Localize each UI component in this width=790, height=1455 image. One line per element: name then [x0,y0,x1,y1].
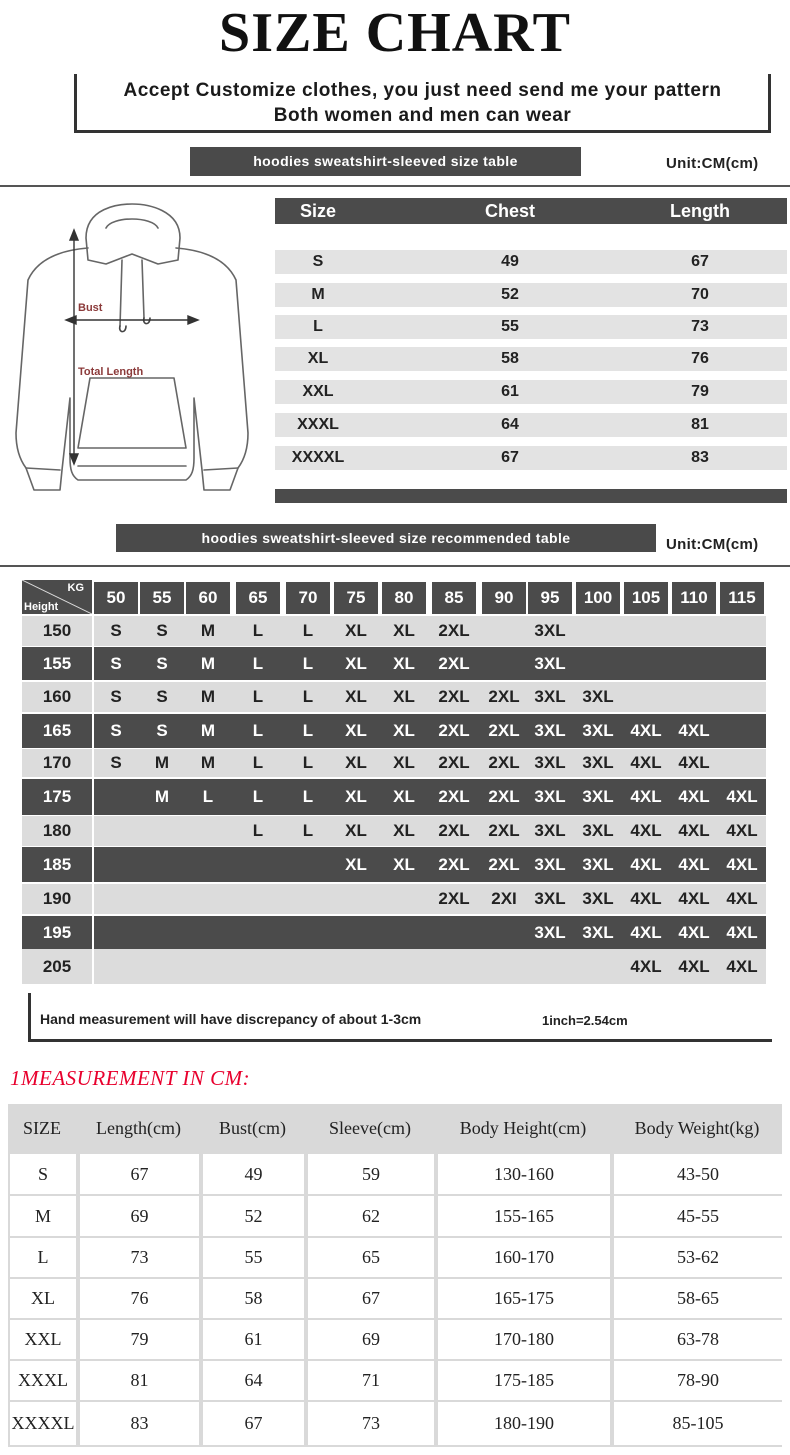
size-recommendation: 3XL [534,854,566,874]
bust-label: Bust [78,302,103,314]
measurement-cell: 85-105 [614,1402,782,1445]
measurement-cell: XXXL [10,1361,76,1400]
length-cell: 81 [691,416,709,433]
measurement-cell: 165-175 [438,1279,610,1318]
size-recommendation: S [156,653,168,673]
size-recommendation: 4XL [630,889,662,908]
height-cell: 185 [22,847,92,882]
size-recommendation: 3XL [534,922,566,942]
measurement-cell: 180-190 [438,1402,610,1445]
size-recommendation: XL [393,787,415,806]
chest-cell: 61 [501,383,519,400]
recommended-row [94,949,766,984]
size-recommendation: 4XL [678,721,710,740]
size-recommendation: 2XL [438,753,470,772]
size-recommendation: L [252,687,264,706]
chest-cell: 64 [501,416,519,433]
measurement-cell: 58-65 [614,1279,782,1318]
size-recommendation: 3XL [534,821,566,840]
measurement-cell: 52 [203,1196,304,1236]
measurement-cell: 53-62 [614,1238,782,1277]
measurement-header: Bust(cm) [219,1117,286,1138]
measurement-cell: 62 [308,1196,434,1236]
size-cell: XXL [302,383,334,400]
divider [0,565,790,567]
measurement-cell: 160-170 [438,1238,610,1277]
size-recommendation: 4XL [726,787,758,806]
measurement-cell: 69 [80,1196,199,1236]
weight-header: 55 [140,582,184,614]
measurement-header: SIZE [23,1117,61,1138]
measurement-cell: XXL [10,1320,76,1359]
measurement-cell: 64 [203,1361,304,1400]
measurement-cell: 67 [308,1279,434,1318]
size-cell: M [311,286,325,303]
hoodie-icon [8,198,256,503]
height-cell: 190 [22,884,92,914]
size-recommendation: 3XL [582,854,614,874]
measurement-cell: 69 [308,1320,434,1359]
recommended-unit-label: Unit:CM(cm) [666,536,759,553]
size-recommendation: M [154,753,170,772]
size-recommendation: 4XL [630,854,662,874]
discrepancy-note: Hand measurement will have discrepancy of about 1-3cm [40,1011,422,1027]
size-cell: XL [307,350,329,367]
size-recommendation: L [252,821,264,840]
measurement-cell: XL [10,1279,76,1318]
size-recommendation: 4XL [678,854,710,874]
measurement-cell: 73 [80,1238,199,1277]
measurement-cell: 79 [80,1320,199,1359]
size-recommendation: XL [393,821,415,840]
size-recommendation: L [302,621,314,640]
size-recommendation: XL [393,854,415,874]
measurement-cell: 67 [203,1402,304,1445]
table-corner [22,580,92,614]
size-recommendation: 3XL [534,687,566,706]
chest-cell: 55 [501,318,519,335]
measurement-cell: 43-50 [614,1154,782,1194]
size-recommendation: 2XI [491,889,517,908]
size-recommendation: L [252,753,264,772]
size-recommendation: 4XL [678,956,710,976]
size-recommendation: M [154,787,170,806]
size-recommendation: L [202,787,214,806]
size-cell: XXXL [297,416,339,433]
size-recommendation: L [302,653,314,673]
recommended-row [94,816,766,846]
size-recommendation: 4XL [630,721,662,740]
header-size: Size [299,200,337,221]
measurement-cell: 78-90 [614,1361,782,1400]
size-recommendation: XL [393,687,415,706]
measurement-cell: 155-165 [438,1196,610,1236]
weight-header: 65 [236,582,280,614]
size-recommendation: 2XL [438,889,470,908]
size-recommendation: 4XL [726,956,758,976]
size-recommendation: S [110,721,122,740]
size-cell: XXXXL [291,449,345,466]
measurement-cell: 58 [203,1279,304,1318]
size-recommendation: 3XL [534,889,566,908]
size-recommendation: L [302,821,314,840]
size-recommendation: 2XL [488,721,520,740]
size-recommendation: XL [345,721,367,740]
weight-header: 100 [576,582,620,614]
weight-header: 105 [624,582,668,614]
size-table-banner: hoodies sweatshirt-sleeved size table [190,147,581,176]
size-recommendation: XL [345,753,367,772]
size-recommendation: L [252,721,264,740]
header-length: Length [670,200,730,221]
size-recommendation: XL [345,821,367,840]
recommended-row [94,779,766,815]
size-row [275,315,787,339]
size-recommendation: L [252,787,264,806]
size-row [275,250,787,274]
total-length-label: Total Length [78,366,144,378]
size-recommendation: XL [345,687,367,706]
size-recommendation: 3XL [582,687,614,706]
size-recommendation: 3XL [582,889,614,908]
recommended-row [94,714,766,748]
size-recommendation: L [302,721,314,740]
size-recommendation: XL [345,653,367,673]
size-recommendation: XL [345,787,367,806]
recommended-row [94,916,766,949]
size-recommendation: XL [393,653,415,673]
size-cell: L [313,318,323,335]
size-recommendation: 2XL [438,854,470,874]
size-recommendation: S [110,687,122,706]
recommended-table-banner: hoodies sweatshirt-sleeved size recommended table [116,524,656,552]
recommended-row [94,647,766,680]
chest-cell: 52 [501,286,519,303]
height-cell: 180 [22,816,92,846]
length-cell: 83 [691,449,709,466]
size-recommendation: 4XL [726,922,758,942]
size-recommendation: 4XL [726,821,758,840]
height-cell: 150 [22,616,92,646]
size-recommendation: 3XL [582,787,614,806]
measurement-cell: 63-78 [614,1320,782,1359]
weight-header: 50 [94,582,138,614]
size-recommendation: 4XL [678,753,710,772]
size-recommendation: 3XL [534,753,566,772]
size-recommendation: 3XL [582,922,614,942]
size-recommendation: 2XL [488,821,520,840]
size-recommendation: M [200,687,216,706]
size-recommendation: 2XL [438,653,470,673]
corner-kg-label: KG [67,582,84,594]
measurement-cell: 175-185 [438,1361,610,1400]
size-recommendation: S [110,653,122,673]
weight-header: 90 [482,582,526,614]
measurement-cell: 55 [203,1238,304,1277]
measurement-header: Length(cm) [96,1117,181,1138]
measurement-cell: XXXXL [10,1402,76,1445]
measurement-cell: 71 [308,1361,434,1400]
size-recommendation: L [252,653,264,673]
size-recommendation: 4XL [726,854,758,874]
size-recommendation: S [156,621,168,640]
size-recommendation: XL [345,621,367,640]
size-recommendation: 2XL [488,854,520,874]
unit-label: Unit:CM(cm) [666,155,759,172]
size-recommendation: M [200,753,216,772]
measurement-cell: 49 [203,1154,304,1194]
measurement-cell: 73 [308,1402,434,1445]
height-cell: 205 [22,949,92,984]
height-cell: 170 [22,749,92,777]
recommended-row [94,616,766,646]
header-chest: Chest [484,200,535,221]
measurement-cell: 130-160 [438,1154,610,1194]
size-recommendation: 2XL [488,687,520,706]
size-recommendation: S [156,721,168,740]
length-cell: 67 [691,253,709,270]
recommended-row [94,884,766,914]
size-recommendation: 4XL [630,753,662,772]
chest-cell: 49 [501,253,519,270]
measurement-cell: 170-180 [438,1320,610,1359]
hoodie-size-table [275,198,787,506]
length-cell: 79 [691,383,709,400]
size-table-footer-bar [275,489,787,503]
measurement-header: Body Weight(kg) [634,1117,760,1138]
measurement-header: Sleeve(cm) [329,1117,411,1138]
page-title: SIZE CHART [219,2,571,64]
size-recommendation: XL [393,753,415,772]
weight-header: 75 [334,582,378,614]
height-cell: 195 [22,916,92,949]
size-cell: S [312,253,324,270]
size-recommendation: 2XL [438,621,470,640]
length-cell: 73 [691,318,709,335]
height-cell: 160 [22,682,92,712]
measurement-cell: L [10,1238,76,1277]
measurement-table [8,1104,782,1447]
size-recommendation: 4XL [678,821,710,840]
measurement-cell: 45-55 [614,1196,782,1236]
recommended-row [94,749,766,777]
size-recommendation: 3XL [582,821,614,840]
size-recommendation: L [252,621,264,640]
measurement-cell: 65 [308,1238,434,1277]
corner-height-label: Height [24,601,59,613]
size-recommendation: M [200,653,216,673]
recommended-row [94,847,766,882]
size-recommendation: 2XL [438,787,470,806]
size-recommendation: XL [393,621,415,640]
hoodie-illustration [8,198,256,503]
weight-header: 115 [720,582,764,614]
size-row [275,413,787,437]
size-recommendation: 4XL [630,922,662,942]
measurement-cell: 59 [308,1154,434,1194]
size-recommendation: XL [345,854,367,874]
size-table-header [275,198,787,224]
measurement-cell: 76 [80,1279,199,1318]
measurement-cell: 61 [203,1320,304,1359]
size-recommendation: 4XL [678,787,710,806]
chest-cell: 58 [501,350,519,367]
size-recommendation: S [110,621,122,640]
size-recommendation: 4XL [630,956,662,976]
size-recommendation: M [200,621,216,640]
measurement-header: Body Height(cm) [459,1117,587,1138]
recommended-row [94,682,766,712]
size-recommendation: 3XL [534,787,566,806]
measurement-title: 1MEASUREMENT IN CM: [10,1066,251,1090]
weight-header: 110 [672,582,716,614]
size-recommendation: 4XL [726,889,758,908]
size-recommendation: S [110,753,122,772]
size-recommendation: L [302,753,314,772]
divider [0,185,790,187]
size-recommendation: L [302,787,314,806]
size-recommendation: L [302,687,314,706]
height-cell: 175 [22,779,92,815]
size-row [275,446,787,470]
measurement-cell: M [10,1196,76,1236]
size-recommendation: XL [393,721,415,740]
size-recommendation: 2XL [438,821,470,840]
size-recommendation: S [156,687,168,706]
size-recommendation: 4XL [678,889,710,908]
weight-header: 95 [528,582,572,614]
height-cell: 165 [22,714,92,748]
unisex-text: Both women and men can wear [273,105,572,126]
size-recommendation: 4XL [630,787,662,806]
accept-customize-text: Accept Customize clothes, you just need send me your pattern [123,80,722,101]
size-recommendation: 4XL [678,922,710,942]
size-recommendation: 3XL [582,721,614,740]
size-recommendation: 3XL [534,721,566,740]
length-cell: 70 [691,286,709,303]
weight-header: 70 [286,582,330,614]
size-recommendation: 2XL [438,721,470,740]
size-recommendation: 3XL [534,653,566,673]
inch-conversion-note: 1inch=2.54cm [542,1013,628,1028]
size-row [275,283,787,307]
size-row [275,347,787,371]
measurement-cell: 81 [80,1361,199,1400]
length-cell: 76 [691,350,709,367]
height-cell: 155 [22,647,92,680]
chest-cell: 67 [501,449,519,466]
size-recommendation: 3XL [534,621,566,640]
size-recommendation: 3XL [582,753,614,772]
measurement-cell: 83 [80,1402,199,1445]
recommended-size-table [22,580,766,986]
size-recommendation: M [200,721,216,740]
size-recommendation: 4XL [630,821,662,840]
weight-header: 80 [382,582,426,614]
weight-header: 85 [432,582,476,614]
size-row [275,380,787,404]
weight-header: 60 [186,582,230,614]
measurement-cell: S [10,1154,76,1194]
size-recommendation: 2XL [488,787,520,806]
size-recommendation: 2XL [438,687,470,706]
size-recommendation: 2XL [488,753,520,772]
measurement-cell: 67 [80,1154,199,1194]
